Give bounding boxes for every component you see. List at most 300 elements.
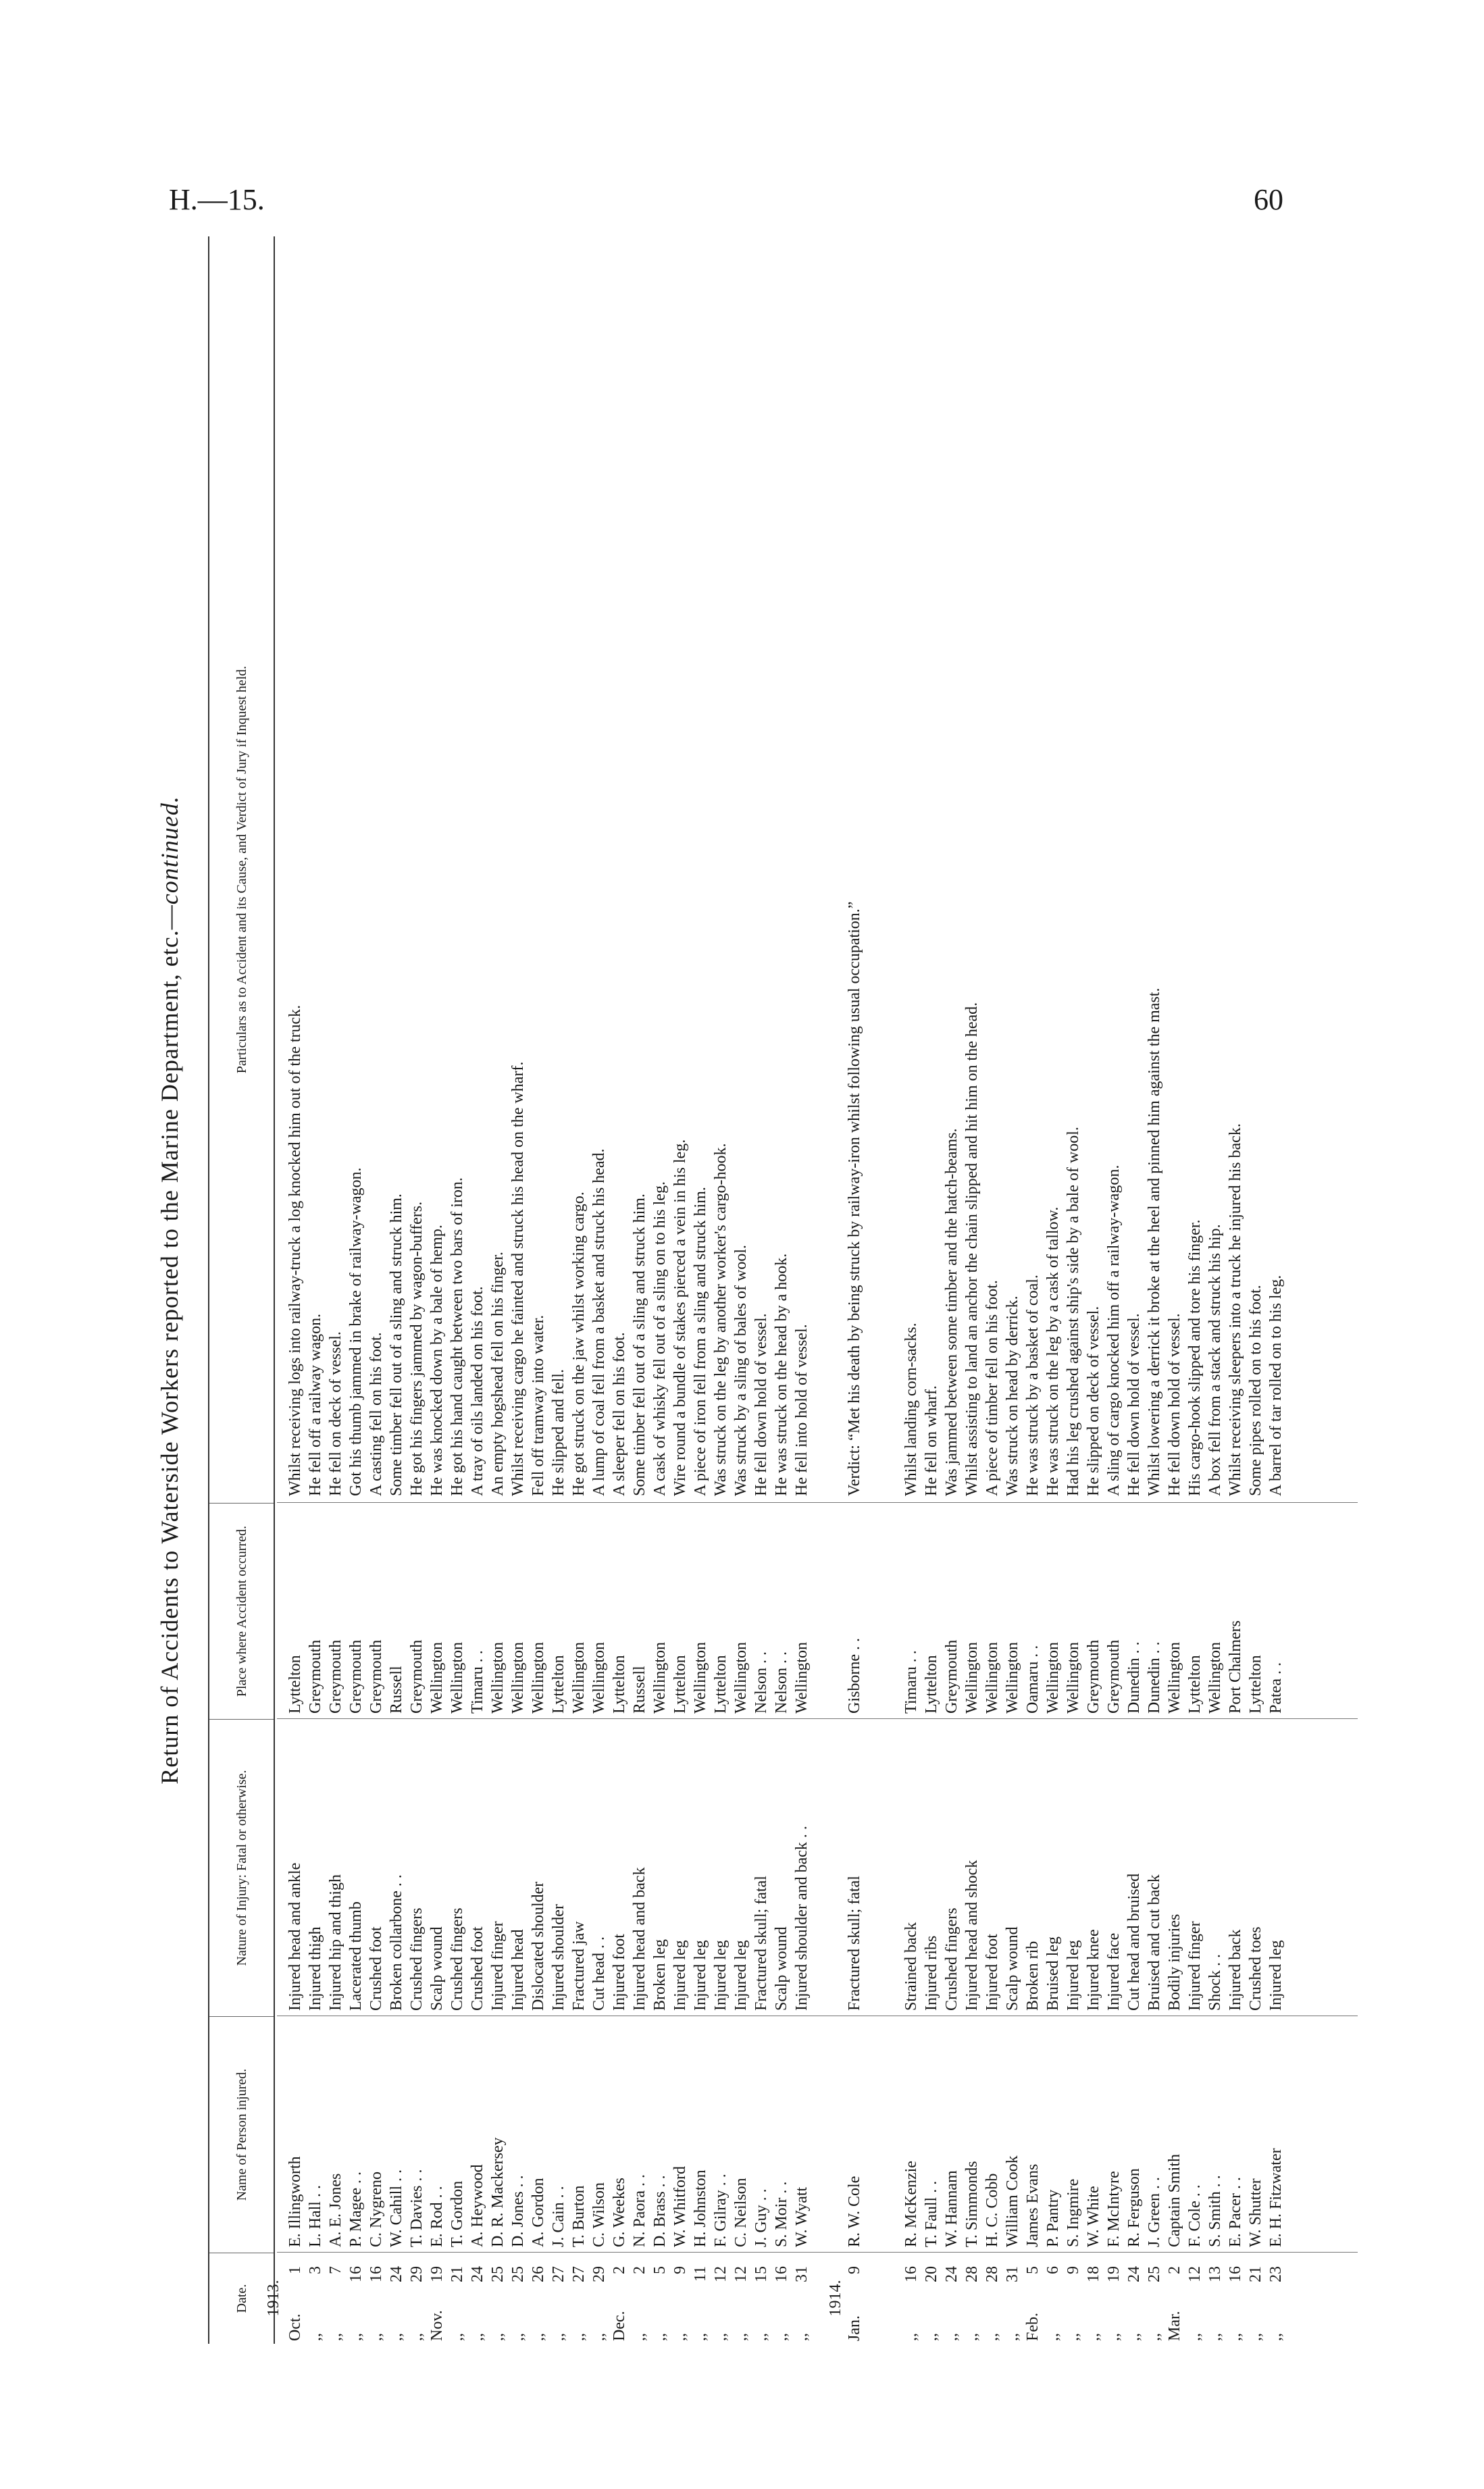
person-name: R. McKenzie bbox=[902, 2161, 920, 2247]
table-header bbox=[208, 236, 275, 2344]
injury-nature: Injured ribs bbox=[923, 1935, 940, 2011]
injury-nature: Injured leg bbox=[692, 1940, 709, 2011]
injury-nature: Injured leg bbox=[712, 1940, 730, 2011]
accident-particulars: Whilst landing corn-sacks. bbox=[902, 1323, 920, 1496]
person-name: E. Pacer . . bbox=[1227, 2177, 1244, 2247]
accident-place: Greymouth bbox=[347, 1639, 365, 1714]
injury-nature: Bodily injuries bbox=[1166, 1914, 1183, 2011]
accident-place: Wellington bbox=[793, 1641, 811, 1714]
date-month: ,, bbox=[1247, 2333, 1264, 2341]
person-name: L. Hall . . bbox=[307, 2185, 324, 2247]
person-name: J. Green . . bbox=[1146, 2177, 1163, 2247]
accident-place: Wellington bbox=[1004, 1641, 1021, 1714]
injury-nature: Lacerated thumb bbox=[347, 1901, 365, 2011]
injury-nature: Fractured skull; fatal bbox=[846, 1876, 863, 2011]
accident-place: Timaru . . bbox=[469, 1650, 486, 1714]
table-row bbox=[771, 236, 792, 2344]
year-label: 1914. bbox=[827, 2280, 844, 2317]
table-row bbox=[528, 236, 548, 2344]
date-day: 2 bbox=[1166, 2266, 1183, 2274]
person-name: R. Ferguson bbox=[1125, 2168, 1143, 2247]
date-month: ,, bbox=[752, 2333, 770, 2341]
table-row bbox=[1246, 236, 1266, 2344]
accident-particulars: He slipped and fell. bbox=[550, 1369, 567, 1496]
date-day: 12 bbox=[1186, 2266, 1204, 2282]
date-month: ,, bbox=[1206, 2333, 1224, 2341]
date-month: ,, bbox=[347, 2333, 365, 2341]
date-day: 1 bbox=[286, 2266, 304, 2274]
person-name: A. E. Jones bbox=[327, 2173, 344, 2247]
table-row bbox=[1205, 236, 1225, 2344]
date-day: 5 bbox=[651, 2266, 669, 2274]
person-name: T. Faull . . bbox=[923, 2180, 940, 2247]
accident-particulars: He was knocked down by a bale of hemp. bbox=[428, 1225, 446, 1496]
date-day: 19 bbox=[428, 2266, 446, 2282]
accident-particulars: A barrel of tar rolled on to his leg. bbox=[1267, 1275, 1285, 1496]
date-month: ,, bbox=[983, 2333, 1001, 2341]
accident-particulars: Had his leg crushed against ship's side by a bale of wool. bbox=[1065, 1127, 1082, 1496]
date-month: ,, bbox=[408, 2333, 426, 2341]
table-row bbox=[1002, 236, 1023, 2344]
injury-nature: Scalp wound bbox=[1004, 1926, 1021, 2011]
date-month: ,, bbox=[570, 2333, 588, 2341]
date-day: 5 bbox=[1024, 2266, 1042, 2274]
accident-particulars: Whilst receiving logs into railway-truck a log knocked him out of the truck. bbox=[286, 1004, 304, 1496]
table-row bbox=[467, 236, 488, 2344]
person-name: N. Paora . . bbox=[631, 2174, 648, 2247]
accident-place: Wellington bbox=[1065, 1641, 1082, 1714]
date-day: 16 bbox=[902, 2266, 920, 2282]
date-month: ,, bbox=[943, 2333, 961, 2341]
person-name: P. Magee . . bbox=[347, 2172, 365, 2247]
accident-particulars: Got his thumb jammed in brake of railway-wagon. bbox=[347, 1167, 365, 1496]
accident-particulars: A cask of whisky fell out of a sling on to his leg. bbox=[651, 1181, 669, 1496]
injury-nature: Injured hip and thigh bbox=[327, 1874, 344, 2011]
person-name: J. Guy . . bbox=[752, 2188, 770, 2247]
table-row bbox=[792, 236, 812, 2344]
table-row bbox=[962, 236, 982, 2344]
person-name: C. Nygreno bbox=[367, 2172, 385, 2247]
person-name: Captain Smith bbox=[1166, 2154, 1183, 2247]
accident-place: Timaru . . bbox=[902, 1650, 920, 1714]
injury-nature: Crushed fingers bbox=[408, 1907, 426, 2011]
date-day: 9 bbox=[846, 2266, 863, 2274]
date-day: 16 bbox=[1227, 2266, 1244, 2282]
accident-place: Lyttelton bbox=[1186, 1655, 1204, 1714]
date-month: ,, bbox=[367, 2333, 385, 2341]
accident-particulars: Was struck on head by derrick. bbox=[1004, 1295, 1021, 1496]
accident-place: Lyttelton bbox=[712, 1655, 730, 1714]
table-row bbox=[569, 236, 589, 2344]
date-month: Jan. bbox=[846, 2315, 863, 2341]
table-row bbox=[386, 236, 407, 2344]
date-month: ,, bbox=[1186, 2333, 1204, 2341]
date-day: 29 bbox=[590, 2266, 608, 2282]
date-day: 3 bbox=[307, 2266, 324, 2274]
injury-nature: Broken leg bbox=[651, 1939, 669, 2011]
accident-place: Patea . . bbox=[1267, 1662, 1285, 1714]
date-month: ,, bbox=[1105, 2333, 1123, 2341]
date-day: 16 bbox=[773, 2266, 790, 2282]
person-name: E. Illingworth bbox=[286, 2156, 304, 2247]
accident-place: Wellington bbox=[449, 1641, 466, 1714]
table-row bbox=[285, 236, 305, 2344]
date-month: ,, bbox=[1004, 2333, 1021, 2341]
accident-place: Greymouth bbox=[943, 1639, 961, 1714]
injury-nature: Crushed foot bbox=[367, 1926, 385, 2011]
accident-particulars: He got struck on the jaw whilst working cargo. bbox=[570, 1191, 588, 1496]
date-month: ,, bbox=[732, 2333, 750, 2341]
accident-place: Dunedin . . bbox=[1125, 1641, 1143, 1714]
date-month: ,, bbox=[509, 2333, 527, 2341]
person-name: D. R. Mackersey bbox=[489, 2137, 507, 2247]
accident-place: Lyttelton bbox=[286, 1655, 304, 1714]
injury-nature: Injured face bbox=[1105, 1932, 1123, 2011]
date-day: 26 bbox=[530, 2266, 547, 2282]
date-month: ,, bbox=[469, 2333, 486, 2341]
date-day: 29 bbox=[408, 2266, 426, 2282]
page-number: 60 bbox=[1254, 183, 1283, 216]
date-day: 27 bbox=[550, 2266, 567, 2282]
column-header-injury: Nature of Injury: Fatal or otherwise. bbox=[209, 1719, 274, 2016]
accident-place: Wellington bbox=[692, 1641, 709, 1714]
accident-particulars: Was jammed between some timber and the hatch-beams. bbox=[943, 1128, 961, 1496]
accident-particulars: A casting fell on his foot. bbox=[367, 1332, 385, 1496]
injury-nature: Injured foot bbox=[611, 1934, 628, 2011]
injury-nature: Injured head and shock bbox=[963, 1859, 981, 2011]
accident-place: Greymouth bbox=[1085, 1639, 1102, 1714]
injury-nature: Shock . . bbox=[1206, 1954, 1224, 2011]
date-day: 23 bbox=[1267, 2266, 1285, 2282]
date-month: ,, bbox=[1065, 2333, 1082, 2341]
date-month: ,, bbox=[712, 2333, 730, 2341]
injury-nature: Injured knee bbox=[1085, 1929, 1102, 2011]
accident-place: Wellington bbox=[509, 1641, 527, 1714]
injury-nature: Bruised and cut back bbox=[1146, 1874, 1163, 2011]
accident-place: Greymouth bbox=[307, 1639, 324, 1714]
accident-particulars: He fell down hold of vessel. bbox=[1166, 1313, 1183, 1496]
table-row bbox=[1063, 236, 1083, 2344]
table-row bbox=[670, 236, 690, 2344]
page-header bbox=[169, 182, 1283, 223]
accident-place: Lyttelton bbox=[611, 1655, 628, 1714]
date-day: 19 bbox=[1105, 2266, 1123, 2282]
injury-nature: Crushed fingers bbox=[943, 1907, 961, 2011]
accident-place: Greymouth bbox=[408, 1639, 426, 1714]
person-name: W. Shutter bbox=[1247, 2178, 1264, 2247]
injury-nature: Broken rib bbox=[1024, 1941, 1042, 2011]
accident-particulars: He was struck on the leg by a cask of tallow. bbox=[1044, 1206, 1062, 1496]
date-day: 24 bbox=[1125, 2266, 1143, 2282]
injury-nature: Crushed fingers bbox=[449, 1907, 466, 2011]
accident-particulars: Fell off tramway into water. bbox=[530, 1314, 547, 1496]
table-row bbox=[844, 236, 885, 2344]
accident-place: Wellington bbox=[1166, 1641, 1183, 1714]
injury-nature: Injured thigh bbox=[307, 1926, 324, 2011]
person-name: D. Jones . . bbox=[509, 2175, 527, 2247]
date-month: ,, bbox=[923, 2333, 940, 2341]
table-row bbox=[690, 236, 711, 2344]
table-row bbox=[921, 236, 942, 2344]
accident-particulars: Some pipes rolled on to his foot. bbox=[1247, 1285, 1264, 1496]
table-row bbox=[609, 236, 630, 2344]
date-month: ,, bbox=[1085, 2333, 1102, 2341]
person-name: D. Brass . . bbox=[651, 2175, 669, 2247]
date-month: ,, bbox=[631, 2333, 648, 2341]
injury-nature: Injured back bbox=[1227, 1929, 1244, 2011]
accident-place: Wellington bbox=[732, 1641, 750, 1714]
date-day: 27 bbox=[570, 2266, 588, 2282]
table-row bbox=[427, 236, 447, 2344]
table-row bbox=[346, 236, 366, 2344]
date-month: ,, bbox=[963, 2333, 981, 2341]
date-day: 21 bbox=[449, 2266, 466, 2282]
accident-place: Nelson . . bbox=[752, 1651, 770, 1714]
accident-particulars: A sling of cargo knocked him off a railway-wagon. bbox=[1105, 1164, 1123, 1496]
accident-particulars: He fell into hold of vessel. bbox=[793, 1324, 811, 1496]
injury-nature: Injured shoulder bbox=[550, 1904, 567, 2011]
accident-place: Greymouth bbox=[327, 1639, 344, 1714]
person-name: W. White bbox=[1085, 2186, 1102, 2247]
date-day: 18 bbox=[1085, 2266, 1102, 2282]
accident-particulars: Was struck on the leg by another worker's cargo-hook. bbox=[712, 1143, 730, 1496]
accident-particulars: Whilst assisting to land an anchor the chain slipped and hit him on the head. bbox=[963, 1002, 981, 1496]
injury-nature: Dislocated shoulder bbox=[530, 1881, 547, 2011]
accident-particulars: A lump of coal fell from a basket and struck his head. bbox=[590, 1148, 608, 1496]
date-month: ,, bbox=[793, 2333, 811, 2341]
accident-place: Wellington bbox=[570, 1641, 588, 1714]
date-day: 24 bbox=[943, 2266, 961, 2282]
date-month: ,, bbox=[449, 2333, 466, 2341]
date-day: 16 bbox=[367, 2266, 385, 2282]
table-row bbox=[1266, 236, 1286, 2344]
injury-nature: Bruised leg bbox=[1044, 1936, 1062, 2011]
table-row bbox=[305, 236, 326, 2344]
date-month: Nov. bbox=[428, 2310, 446, 2341]
date-day: 6 bbox=[1044, 2266, 1062, 2274]
date-day: 9 bbox=[671, 2266, 689, 2274]
accident-place: Wellington bbox=[651, 1641, 669, 1714]
date-month: ,, bbox=[590, 2333, 608, 2341]
accident-place: Wellington bbox=[590, 1641, 608, 1714]
date-month: ,, bbox=[1146, 2333, 1163, 2341]
person-name: W. Whitford bbox=[671, 2166, 689, 2247]
person-name: J. Cain . . bbox=[550, 2186, 567, 2247]
date-day: 25 bbox=[509, 2266, 527, 2282]
column-header-particulars: Particulars as to Accident and its Cause, and Verdict of Jury if Inquest held. bbox=[234, 665, 249, 1074]
person-name: E. Rod . . bbox=[428, 2186, 446, 2247]
accident-place: Wellington bbox=[489, 1641, 507, 1714]
accident-particulars: He was struck by a basket of coal. bbox=[1024, 1275, 1042, 1496]
date-day: 25 bbox=[1146, 2266, 1163, 2282]
date-day: 12 bbox=[732, 2266, 750, 2282]
table-row bbox=[407, 236, 427, 2344]
person-name: S. Moir . . bbox=[773, 2181, 790, 2247]
date-month: Mar. bbox=[1166, 2311, 1183, 2341]
injury-nature: Strained back bbox=[902, 1922, 920, 2011]
date-day: 7 bbox=[327, 2266, 344, 2274]
injury-nature: Injured foot bbox=[983, 1934, 1001, 2011]
person-name: H. Johnston bbox=[692, 2170, 709, 2247]
injury-nature: Scalp wound bbox=[773, 1926, 790, 2011]
date-month: Oct. bbox=[286, 2313, 304, 2341]
accident-place: Greymouth bbox=[1105, 1639, 1123, 1714]
accident-particulars: Some timber fell out of a sling and struck him. bbox=[388, 1194, 405, 1496]
injury-nature: Crushed toes bbox=[1247, 1926, 1264, 2011]
accident-particulars: His cargo-hook slipped and tore his finger. bbox=[1186, 1219, 1204, 1496]
table-row bbox=[630, 236, 650, 2344]
date-month: ,, bbox=[307, 2333, 324, 2341]
accident-particulars: Some timber fell out of a sling and struck him. bbox=[631, 1194, 648, 1496]
accident-place: Wellington bbox=[530, 1641, 547, 1714]
person-name: W. Hannam bbox=[943, 2170, 961, 2247]
injury-nature: Fractured skull; fatal bbox=[752, 1876, 770, 2011]
accidents-table bbox=[155, 236, 1358, 2344]
person-name: T. Gordon bbox=[449, 2180, 466, 2247]
date-day: 31 bbox=[1004, 2266, 1021, 2282]
injury-nature: Crushed foot bbox=[469, 1926, 486, 2011]
date-day: 9 bbox=[1065, 2266, 1082, 2274]
injury-nature: Fractured jaw bbox=[570, 1921, 588, 2011]
date-month: Dec. bbox=[611, 2311, 628, 2341]
date-day: 13 bbox=[1206, 2266, 1224, 2282]
injury-nature: Broken collarbone . . bbox=[388, 1874, 405, 2011]
table-row bbox=[1165, 236, 1185, 2344]
table-row bbox=[1083, 236, 1104, 2344]
accident-place: Russell bbox=[388, 1666, 405, 1714]
accident-particulars: He slipped on deck of vessel. bbox=[1085, 1306, 1102, 1496]
accident-place: Gisborne . . bbox=[846, 1638, 863, 1714]
table-row bbox=[1043, 236, 1063, 2344]
injury-nature: Cut head and bruised bbox=[1125, 1873, 1143, 2011]
accident-particulars: A piece of iron fell from a sling and struck him. bbox=[692, 1187, 709, 1496]
table-row bbox=[447, 236, 467, 2344]
date-month: ,, bbox=[671, 2333, 689, 2341]
date-day: 28 bbox=[963, 2266, 981, 2282]
date-month: ,, bbox=[1227, 2333, 1244, 2341]
person-name: P. Pantry bbox=[1044, 2189, 1062, 2247]
injury-nature: Injured finger bbox=[489, 1921, 507, 2011]
person-name: F. Gilray . . bbox=[712, 2174, 730, 2247]
person-name: G. Weekes bbox=[611, 2178, 628, 2247]
date-day: 28 bbox=[983, 2266, 1001, 2282]
accident-particulars: He got his fingers jammed by wagon-buffers. bbox=[408, 1201, 426, 1496]
table-row bbox=[751, 236, 771, 2344]
person-name: James Evans bbox=[1024, 2163, 1042, 2247]
accident-particulars: Verdict: “Met his death by being struck by railway-iron whilst following usual occupation.” bbox=[846, 901, 863, 1496]
table-row bbox=[1023, 236, 1043, 2344]
document-reference: H.—15. bbox=[169, 183, 265, 216]
table-row bbox=[982, 236, 1002, 2344]
table-row bbox=[1124, 236, 1144, 2344]
table-title-continued: continued. bbox=[156, 796, 183, 905]
accident-place: Lyttelton bbox=[923, 1655, 940, 1714]
date-day: 24 bbox=[388, 2266, 405, 2282]
date-month: ,, bbox=[327, 2333, 344, 2341]
date-day: 31 bbox=[793, 2266, 811, 2282]
injury-nature: Injured leg bbox=[732, 1940, 750, 2011]
table-row bbox=[731, 236, 751, 2344]
person-name: William Cook bbox=[1004, 2155, 1021, 2247]
accident-place: Wellington bbox=[1206, 1641, 1224, 1714]
injury-nature: Injured shoulder and back . . bbox=[793, 1826, 811, 2011]
accident-particulars: He fell on wharf. bbox=[923, 1385, 940, 1496]
table-row bbox=[326, 236, 346, 2344]
accident-particulars: He got his hand caught between two bars of iron. bbox=[449, 1177, 466, 1496]
person-name: S. Smith . . bbox=[1206, 2175, 1224, 2247]
table-row bbox=[488, 236, 508, 2344]
date-month: ,, bbox=[651, 2333, 669, 2341]
person-name: R. W. Cole bbox=[846, 2176, 863, 2247]
person-name: C. Wilson bbox=[590, 2182, 608, 2247]
person-name: T. Simmonds bbox=[963, 2161, 981, 2247]
person-name: F. Cole . . bbox=[1186, 2184, 1204, 2247]
person-name: T. Burton bbox=[570, 2185, 588, 2247]
date-month: ,, bbox=[773, 2333, 790, 2341]
table-row bbox=[1104, 236, 1124, 2344]
person-name: E. H. Fitzwater bbox=[1267, 2148, 1285, 2247]
person-name: W. Wyatt bbox=[793, 2186, 811, 2247]
person-name: W. Cahill . . bbox=[388, 2169, 405, 2247]
person-name: A. Gordon bbox=[530, 2178, 547, 2247]
accident-place: Russell bbox=[631, 1666, 648, 1714]
accident-particulars: He fell off a railway wagon. bbox=[307, 1313, 324, 1496]
table-row bbox=[650, 236, 670, 2344]
date-day: 21 bbox=[1247, 2266, 1264, 2282]
table-row bbox=[366, 236, 386, 2344]
person-name: F. McIntyre bbox=[1105, 2171, 1123, 2247]
accident-particulars: Whilst receiving cargo he fainted and struck his head on the wharf. bbox=[509, 1061, 527, 1496]
column-header-place: Place where Accident occurred. bbox=[209, 1503, 274, 1719]
date-month: ,, bbox=[902, 2333, 920, 2341]
date-day: 2 bbox=[611, 2266, 628, 2274]
table-title-text: Return of Accidents to Waterside Workers reported to the Marine Department, etc.— bbox=[156, 904, 183, 1785]
injury-nature: Injured head and ankle bbox=[286, 1862, 304, 2011]
injury-nature: Cut head . . bbox=[590, 1936, 608, 2011]
table-row bbox=[548, 236, 569, 2344]
accident-place: Lyttelton bbox=[1247, 1655, 1264, 1714]
accident-particulars: Was struck by a sling of bales of wool. bbox=[732, 1245, 750, 1496]
table-row bbox=[942, 236, 962, 2344]
accident-place: Wellington bbox=[1044, 1641, 1062, 1714]
date-day: 16 bbox=[347, 2266, 365, 2282]
accident-particulars: He fell down hold of vessel. bbox=[1125, 1313, 1143, 1496]
accident-place: Dunedin . . bbox=[1146, 1641, 1163, 1714]
table-row bbox=[901, 236, 921, 2344]
column-header-date: Date. bbox=[209, 2253, 274, 2344]
table-row bbox=[711, 236, 731, 2344]
table-row bbox=[508, 236, 528, 2344]
person-name: C. Neilson bbox=[732, 2178, 750, 2247]
accident-place: Wellington bbox=[983, 1641, 1001, 1714]
date-day: 25 bbox=[489, 2266, 507, 2282]
accident-place: Nelson . . bbox=[773, 1651, 790, 1714]
injury-nature: Injured head and back bbox=[631, 1867, 648, 2011]
accident-place: Oamaru . . bbox=[1024, 1645, 1042, 1714]
injury-nature: Scalp wound bbox=[428, 1926, 446, 2011]
injury-nature: Injured head bbox=[509, 1929, 527, 2011]
accident-place: Lyttelton bbox=[671, 1655, 689, 1714]
person-name: H. C. Cobb bbox=[983, 2173, 1001, 2247]
accident-place: Port Chalmers bbox=[1227, 1620, 1244, 1714]
injury-nature: Injured finger bbox=[1186, 1921, 1204, 2011]
date-month: Feb. bbox=[1024, 2313, 1042, 2341]
accident-particulars: Whilst receiving sleepers into a truck he injured his back. bbox=[1227, 1123, 1244, 1496]
person-name: T. Davies . . bbox=[408, 2169, 426, 2247]
injury-nature: Injured leg bbox=[1267, 1940, 1285, 2011]
table-row bbox=[589, 236, 609, 2344]
injury-nature: Injured leg bbox=[1065, 1940, 1082, 2011]
